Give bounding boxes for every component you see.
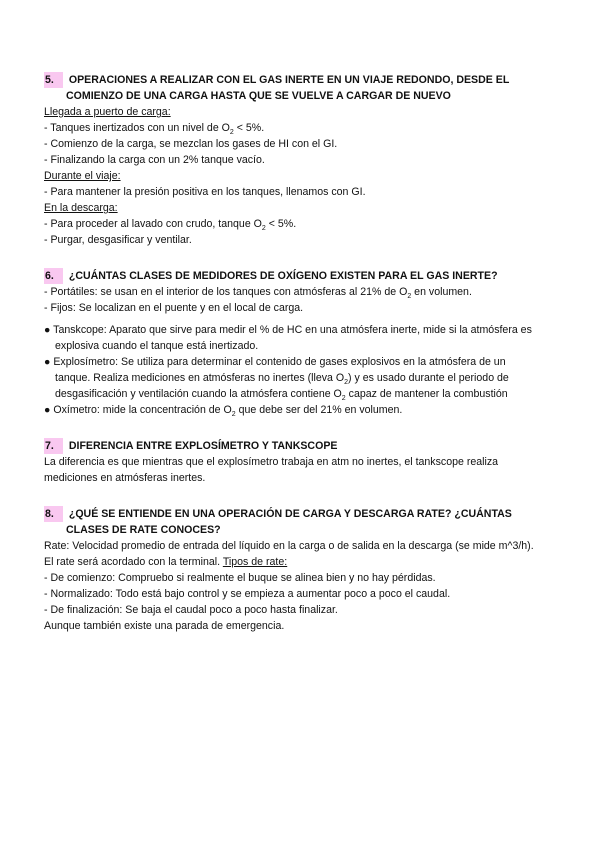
list-item: - Finalizando la carga con un 2% tanque vacío. <box>44 154 265 166</box>
bullet-item-oximetro: ● Oxímetro: mide la concentración de $O_2$ que debe ser del 21% en volumen. <box>44 404 403 419</box>
section-8-title-line1: ¿QUÉ SE ENTIENDE EN UNA OPERACIÓN DE CARGA Y DESCARGA RATE? ¿CUÁNTAS <box>68 508 512 520</box>
section-8-title-line2: CLASES DE RATE CONOCES? <box>66 524 221 536</box>
section-8-heading <box>44 506 564 522</box>
paragraph-line: La diferencia es que mientras que el explosímetro trabaja en atm no inertes, el tankscope realiza <box>44 456 499 468</box>
bullet-item-continuation: explosiva cuando el tanque está inertizado. <box>55 340 259 352</box>
subheading-descarga: En la descarga: <box>44 202 118 214</box>
section-7-heading <box>44 438 564 454</box>
list-item: - Comienzo de la carga, se mezclan los gases de HI con el GI. <box>44 138 338 150</box>
bullet-item-continuation: tanque. Realiza mediciones en atmósferas no inertes (lleva $O_2$) y es usado durante el periodo de <box>55 372 509 387</box>
section-8-number: 8. <box>44 506 63 522</box>
bullet-item-explosimetro: ● Explosímetro: Se utiliza para determinar el contenido de gases explosivos en la atmósfera de un <box>44 356 506 368</box>
list-item: - Para mantener la presión positiva en los tanques, llenamos con GI. <box>44 186 366 198</box>
list-item: - Para proceder al lavado con crudo, tanque $O_2 < 5\%$. <box>44 218 297 233</box>
paragraph-line: Aunque también existe una parada de emergencia. <box>44 620 285 632</box>
list-item: - Portátiles: se usan en el interior de los tanques con atmósferas al 21% de $O_2$ en volumen. <box>44 286 472 301</box>
section-7-number: 7. <box>44 438 63 454</box>
bullet-item-tankscope: ● Tanskcope: Aparato que sirve para medir el % de HC en una atmósfera inerte, mide si la atmósfera es <box>44 324 532 336</box>
section-6-heading <box>44 268 564 284</box>
subheading-llegada: Llegada a puerto de carga: <box>44 106 171 118</box>
section-5-heading <box>44 72 564 88</box>
subheading-durante: Durante el viaje: <box>44 170 121 182</box>
bullet-item-continuation: desgasificación y ventilación cuando la atmósfera contiene $O_2$ capaz de mantener la combustión <box>55 388 508 403</box>
list-item: - Fijos: Se localizan en el puente y en el local de carga. <box>44 302 304 314</box>
paragraph-line: Rate: Velocidad promedio de entrada del líquido en la carga o de salida en la descarga (se mide m^3/h). <box>44 540 534 552</box>
list-item: - Tanques inertizados con un nivel de $O_2 < 5\%$. <box>44 122 265 137</box>
list-item: - Normalizado: Todo está bajo control y se empieza a aumentar poco a poco el caudal. <box>44 588 451 600</box>
paragraph-line: El rate será acordado con la terminal. Tipos de rate: <box>44 556 288 568</box>
section-7-title: DIFERENCIA ENTRE EXPLOSÍMETRO Y TANKSCOPE <box>68 440 338 452</box>
list-item: - Purgar, desgasificar y ventilar. <box>44 234 192 246</box>
tipos-de-rate-label: Tipos de rate: <box>222 556 288 568</box>
section-5-number: 5. <box>44 72 63 88</box>
section-6-title: ¿CUÁNTAS CLASES DE MEDIDORES DE OXÍGENO EXISTEN PARA EL GAS INERTE? <box>68 270 498 282</box>
list-item: - De comienzo: Compruebo si realmente el buque se alinea bien y no hay pérdidas. <box>44 572 436 584</box>
list-item: - De finalización: Se baja el caudal poco a poco hasta finalizar. <box>44 604 338 616</box>
paragraph-line: mediciones en atmósferas inertes. <box>44 472 206 484</box>
section-5-title-line1: OPERACIONES A REALIZAR CON EL GAS INERTE EN UN VIAJE REDONDO, DESDE EL <box>68 74 510 86</box>
section-6-number: 6. <box>44 268 63 284</box>
section-5-title-line2: COMIENZO DE UNA CARGA HASTA QUE SE VUELVE A CARGAR DE NUEVO <box>66 90 451 102</box>
document-page <box>44 72 564 634</box>
